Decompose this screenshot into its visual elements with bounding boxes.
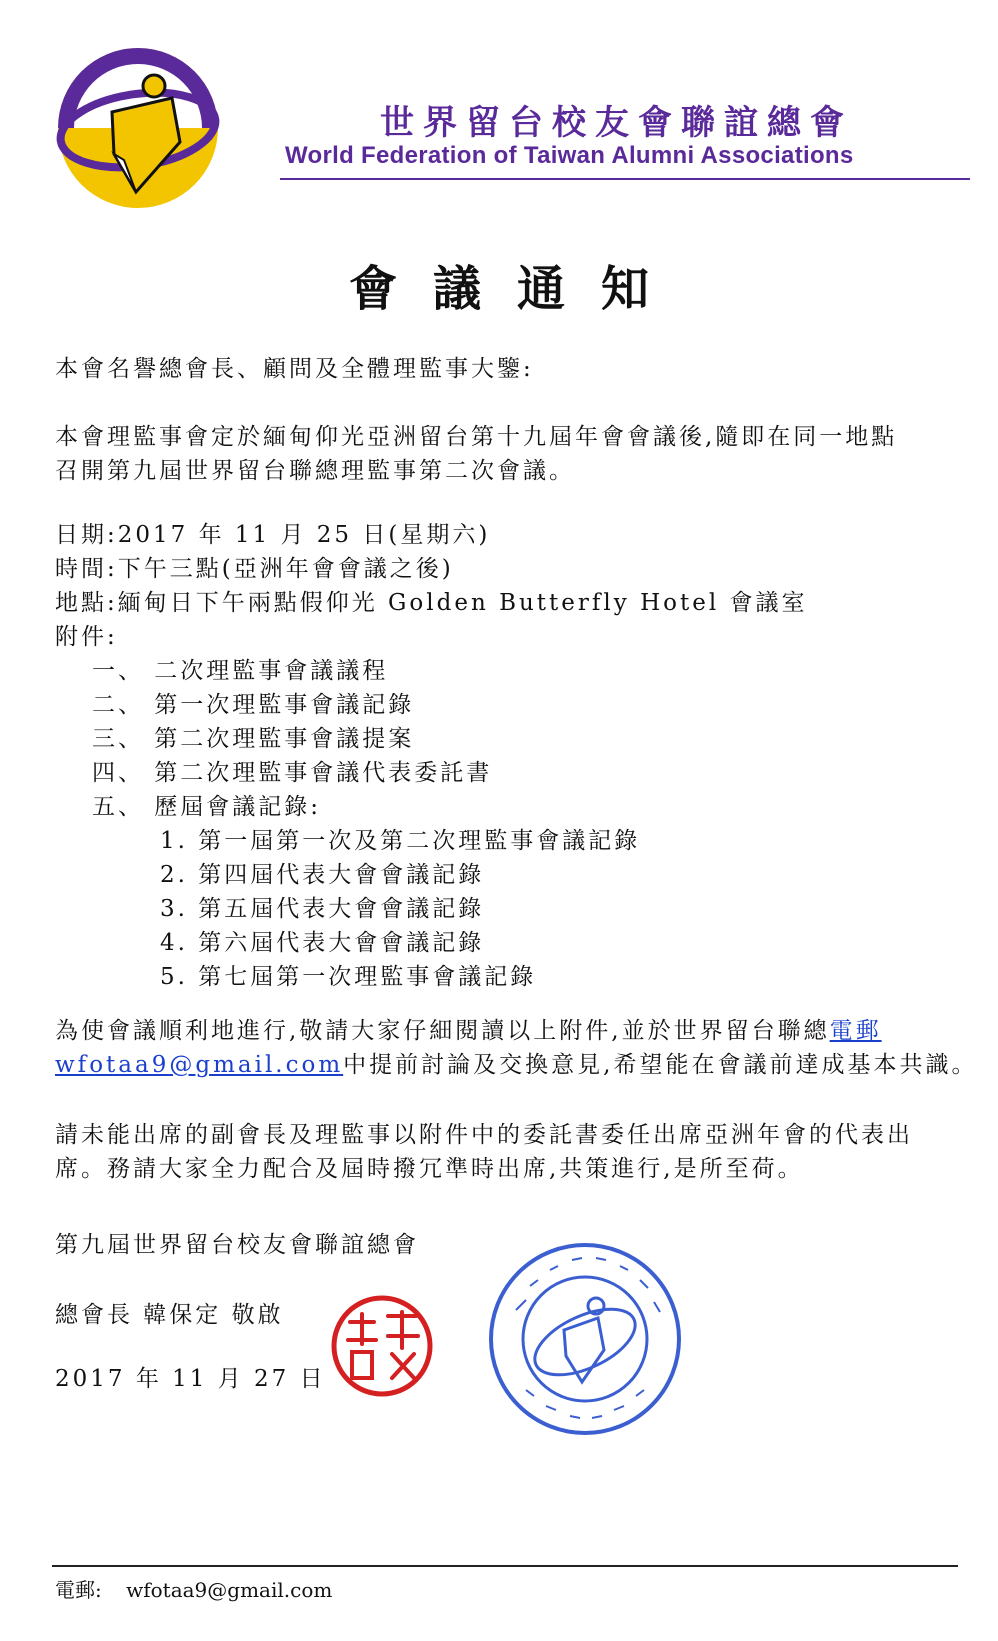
signature-president: 總會長 韓保定 敬啟 [55, 1302, 284, 1328]
signature-date: 2017 年 11 月 27 日 [55, 1366, 326, 1392]
email-link-label[interactable]: 電郵 [829, 1018, 882, 1044]
proxy-line-2: 席。務請大家全力配合及屆時撥冗準時出席,共策進行,是所至荷。 [55, 1156, 804, 1182]
discussion-line-1 [55, 1012, 882, 1045]
footer-contact [55, 1574, 332, 1603]
intro-line-1: 本會理監事會定於緬甸仰光亞洲留台第十九屆年會會議後,隨即在同一地點 [55, 424, 898, 450]
document-title: 會議通知 [348, 261, 685, 317]
record-item: 3. 第五屆代表大會會議記錄 [160, 896, 485, 922]
meeting-date: 日期:2017 年 11 月 25 日(星期六) [55, 522, 491, 548]
attachment-item: 四、 第二次理監事會議代表委託書 [92, 760, 493, 786]
footer-email[interactable]: wfotaa9@gmail.com [126, 1578, 333, 1602]
meeting-time: 時間:下午三點(亞洲年會會議之後) [55, 556, 454, 582]
attachments-label: 附件: [55, 624, 118, 650]
salutation: 本會名譽總會長、顧問及全體理監事大鑒: [55, 356, 534, 382]
header-divider [280, 178, 970, 180]
discussion-line-2 [55, 1046, 977, 1079]
attachment-item: 一、 二次理監事會議議程 [92, 658, 389, 684]
record-item: 5. 第七屆第一次理監事會議記錄 [160, 964, 537, 990]
red-personal-seal-icon [328, 1292, 436, 1400]
attachment-item: 二、 第一次理監事會議記錄 [92, 692, 415, 718]
signature-org: 第九屆世界留台校友會聯誼總會 [55, 1232, 419, 1258]
email-link[interactable]: wfotaa9@gmail.com [55, 1052, 344, 1078]
wfotaa-logo-icon [52, 42, 224, 212]
discussion-text: 為使會議順利地進行,敬請大家仔細閱讀以上附件,並於世界留台聯總 [55, 1018, 830, 1044]
intro-line-2: 召開第九屆世界留台聯總理監事第二次會議。 [55, 458, 575, 484]
record-item: 4. 第六屆代表大會會議記錄 [160, 930, 485, 956]
attachment-item: 五、 歷屆會議記錄: [92, 794, 322, 820]
footer-divider [52, 1565, 958, 1567]
record-item: 1. 第一屆第一次及第二次理監事會議記錄 [160, 828, 641, 854]
meeting-place: 地點:緬甸日下午兩點假仰光 Golden Butterfly Hotel 會議室 [55, 590, 808, 616]
proxy-line-1: 請未能出席的副會長及理監事以附件中的委託書委任出席亞洲年會的代表出 [55, 1122, 913, 1148]
footer-label: 電郵: [55, 1578, 102, 1602]
discussion-text: 中提前討論及交換意見,希望能在會議前達成基本共識。 [343, 1052, 978, 1078]
attachment-item: 三、 第二次理監事會議提案 [92, 726, 415, 752]
blue-association-seal-icon [486, 1240, 684, 1438]
record-item: 2. 第四屆代表大會會議記錄 [160, 862, 485, 888]
org-name-english: World Federation of Taiwan Alumni Associations [285, 142, 854, 169]
org-name-chinese: 世界留台校友會聯誼總會 [380, 103, 853, 143]
